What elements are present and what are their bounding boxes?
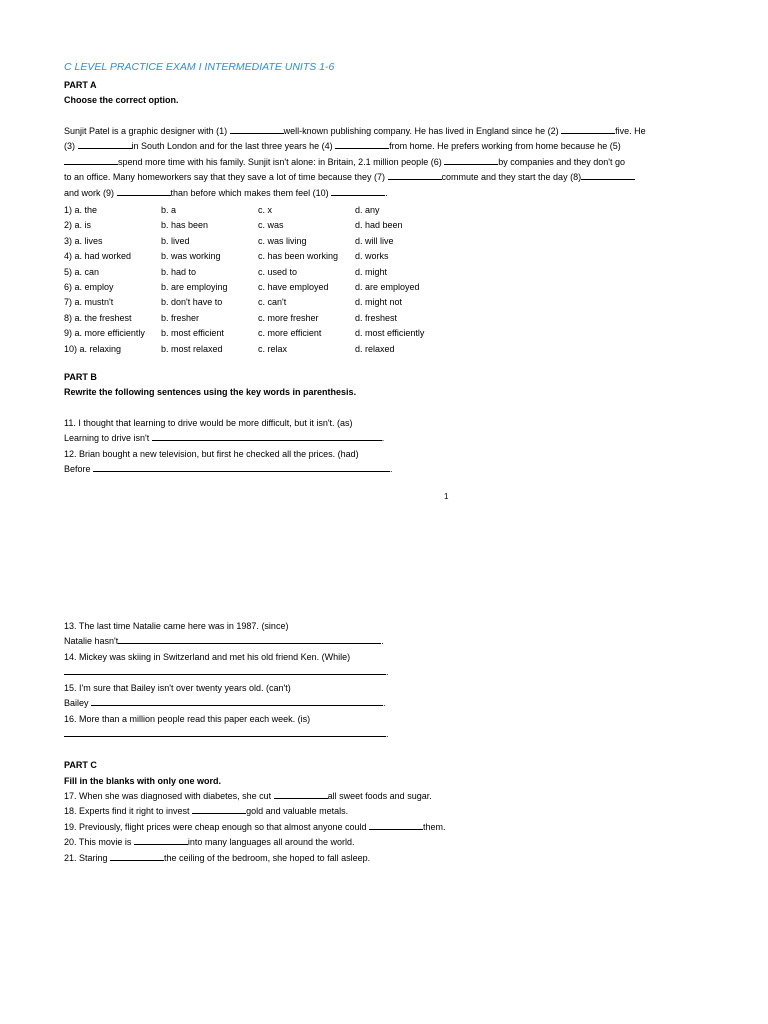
option-b[interactable]: b. most efficient — [161, 328, 224, 339]
option-c[interactable]: c. used to — [258, 266, 298, 277]
question-17 — [64, 789, 432, 805]
passage-text: and work (9) — [64, 188, 117, 198]
passage-line-3 — [64, 155, 625, 171]
option-a[interactable]: 1) a. the — [64, 205, 98, 215]
option-b[interactable]: b. had to — [161, 266, 197, 277]
answer-start: Bailey — [64, 698, 92, 708]
blank-7[interactable] — [388, 170, 442, 180]
option-b[interactable]: b. lived — [161, 235, 190, 246]
option-c[interactable]: c. more efficient — [258, 328, 322, 339]
option-d[interactable]: d. freshest — [355, 312, 398, 323]
option-c[interactable]: c. relax — [258, 343, 288, 354]
option-d[interactable]: d. had been — [355, 220, 403, 231]
passage-line-2 — [64, 139, 621, 155]
passage-line-1 — [64, 124, 646, 140]
blank-10[interactable] — [331, 186, 385, 196]
blank-2[interactable] — [561, 124, 615, 134]
answer-line-11[interactable] — [152, 431, 382, 441]
blank-1[interactable] — [230, 124, 284, 134]
passage-text: to an office. Many homeworkers say that they save a lot of time because they (7) — [64, 172, 388, 182]
part-a-instruction: Choose the correct option. — [64, 95, 179, 105]
answer-line-15[interactable] — [91, 696, 383, 706]
option-c[interactable]: c. x — [258, 205, 273, 215]
blank-19[interactable] — [369, 820, 423, 830]
option-a[interactable]: 2) a. is — [64, 220, 92, 231]
answer-11: Learning to drive isn't . — [64, 433, 385, 443]
passage-text: from home. He prefers working from home because he (5) — [389, 141, 621, 151]
passage-line-5 — [64, 186, 388, 202]
option-b[interactable]: b. has been — [161, 220, 209, 231]
option-a[interactable]: 8) a. the freshest — [64, 312, 132, 323]
exam-title: C LEVEL PRACTICE EXAM I INTERMEDIATE UNITS 1-6 — [64, 61, 335, 73]
blank-18[interactable] — [192, 804, 246, 814]
answer-13: Natalie hasn't . — [64, 636, 384, 646]
question-19 — [64, 820, 446, 836]
question-text: the ceiling of the bedroom, she hoped to fall asleep. — [164, 853, 371, 863]
option-c[interactable]: c. have employed — [258, 281, 329, 292]
passage-text: well-known publishing company. He has lived in England since he (2) — [283, 126, 562, 136]
question-text: 19. Previously, flight prices were cheap enough so that almost anyone could — [64, 822, 370, 832]
part-c-heading: PART C — [64, 760, 97, 770]
option-c[interactable]: c. can't — [258, 297, 287, 308]
option-d[interactable]: d. most efficiently — [355, 328, 425, 339]
option-a[interactable]: 5) a. can — [64, 266, 100, 277]
blank-21[interactable] — [110, 851, 164, 861]
option-c[interactable]: c. more fresher — [258, 312, 319, 323]
option-c[interactable]: c. was — [258, 220, 284, 231]
passage-text: Sunjit Patel is a graphic designer with (1) — [64, 126, 230, 136]
passage-line-4 — [64, 170, 635, 186]
answer-16: . — [64, 727, 389, 743]
blank-4[interactable] — [335, 139, 389, 149]
option-a[interactable]: 4) a. had worked — [64, 251, 132, 262]
blank-6[interactable] — [444, 155, 498, 165]
answer-14: . — [64, 665, 389, 681]
question-16: 16. More than a million people read this paper each week. (is) — [64, 714, 311, 724]
blank-8[interactable] — [581, 170, 635, 180]
option-d[interactable]: d. works — [355, 251, 389, 262]
option-d[interactable]: d. might — [355, 266, 388, 277]
option-d[interactable]: d. might not — [355, 297, 403, 308]
answer-12: Before . — [64, 464, 393, 474]
option-c[interactable]: c. has been working — [258, 251, 339, 262]
answer-15: Bailey . — [64, 698, 386, 708]
option-b[interactable]: b. don't have to — [161, 297, 223, 308]
question-text: 21. Staring — [64, 853, 111, 863]
option-d[interactable]: d. any — [355, 205, 380, 215]
option-b[interactable]: b. a — [161, 205, 177, 215]
passage-text: in South London and for the last three years he (4) — [131, 141, 336, 151]
option-a[interactable]: 3) a. lives — [64, 235, 103, 246]
passage-text: by companies and they don't go — [498, 157, 626, 167]
part-b-instruction: Rewrite the following sentences using the key words in parenthesis. — [64, 387, 357, 397]
question-18 — [64, 804, 348, 820]
blank-20[interactable] — [134, 835, 188, 845]
blank-9[interactable] — [117, 186, 171, 196]
option-d[interactable]: d. are employed — [355, 281, 420, 292]
passage-text: (3) — [64, 141, 78, 151]
answer-start: Natalie hasn't — [64, 636, 119, 646]
part-b-heading: PART B — [64, 372, 97, 382]
question-text: 17. When she was diagnosed with diabetes, she cut — [64, 791, 274, 801]
question-20 — [64, 835, 354, 851]
option-d[interactable]: d. will live — [355, 235, 394, 246]
blank-5[interactable] — [64, 155, 118, 165]
question-21 — [64, 851, 370, 867]
page-number: 1 — [444, 492, 449, 501]
passage-text: five. He — [615, 126, 646, 136]
question-14: 14. Mickey was skiing in Switzerland and met his old friend Ken. (While) — [64, 652, 351, 662]
passage-text: . — [385, 188, 388, 198]
option-c[interactable]: c. was living — [258, 235, 307, 246]
part-c-instruction: Fill in the blanks with only one word. — [64, 776, 222, 786]
question-13: 13. The last time Natalie came here was in 1987. (since) — [64, 621, 289, 631]
question-15: 15. I'm sure that Bailey isn't over twenty years old. (can't) — [64, 683, 291, 693]
part-a-heading: PART A — [64, 80, 97, 90]
option-a[interactable]: 10) a. relaxing — [64, 343, 122, 354]
answer-line-14[interactable] — [64, 665, 386, 675]
passage-text: commute and they start the day (8) — [441, 172, 582, 182]
option-b[interactable]: b. most relaxed — [161, 343, 223, 354]
question-text: 18. Experts find it right to invest — [64, 806, 193, 816]
option-b[interactable]: b. fresher — [161, 312, 200, 323]
question-text: gold and valuable metals. — [246, 806, 349, 816]
blank-3[interactable] — [78, 139, 132, 149]
question-text: them. — [423, 822, 446, 832]
answer-line-13[interactable] — [118, 634, 381, 644]
passage-text: spend more time with his family. Sunjit isn't alone: in Britain, 2.1 million people (6) — [118, 157, 445, 167]
option-b[interactable]: b. was working — [161, 251, 221, 262]
question-11: 11. I thought that learning to drive would be more difficult, but it isn't. (as) — [64, 418, 353, 428]
question-text: into many languages all around the world. — [187, 837, 355, 847]
option-a[interactable]: 7) a. mustn't — [64, 297, 114, 308]
option-d[interactable]: d. relaxed — [355, 343, 395, 354]
blank-17[interactable] — [274, 789, 328, 799]
option-a[interactable]: 9) a. more efficiently — [64, 328, 145, 339]
answer-line-12[interactable] — [93, 462, 390, 472]
question-text: all sweet foods and sugar. — [327, 791, 432, 801]
answer-start: Learning to drive isn't — [64, 433, 152, 443]
option-b[interactable]: b. are employing — [161, 281, 228, 292]
question-text: 20. This movie is — [64, 837, 134, 847]
option-a[interactable]: 6) a. employ — [64, 281, 114, 292]
question-12: 12. Brian bought a new television, but first he checked all the prices. (had) — [64, 449, 359, 459]
passage-text: than before which makes them feel (10) — [170, 188, 332, 198]
answer-line-16[interactable] — [64, 727, 386, 737]
answer-start: Before — [64, 464, 94, 474]
